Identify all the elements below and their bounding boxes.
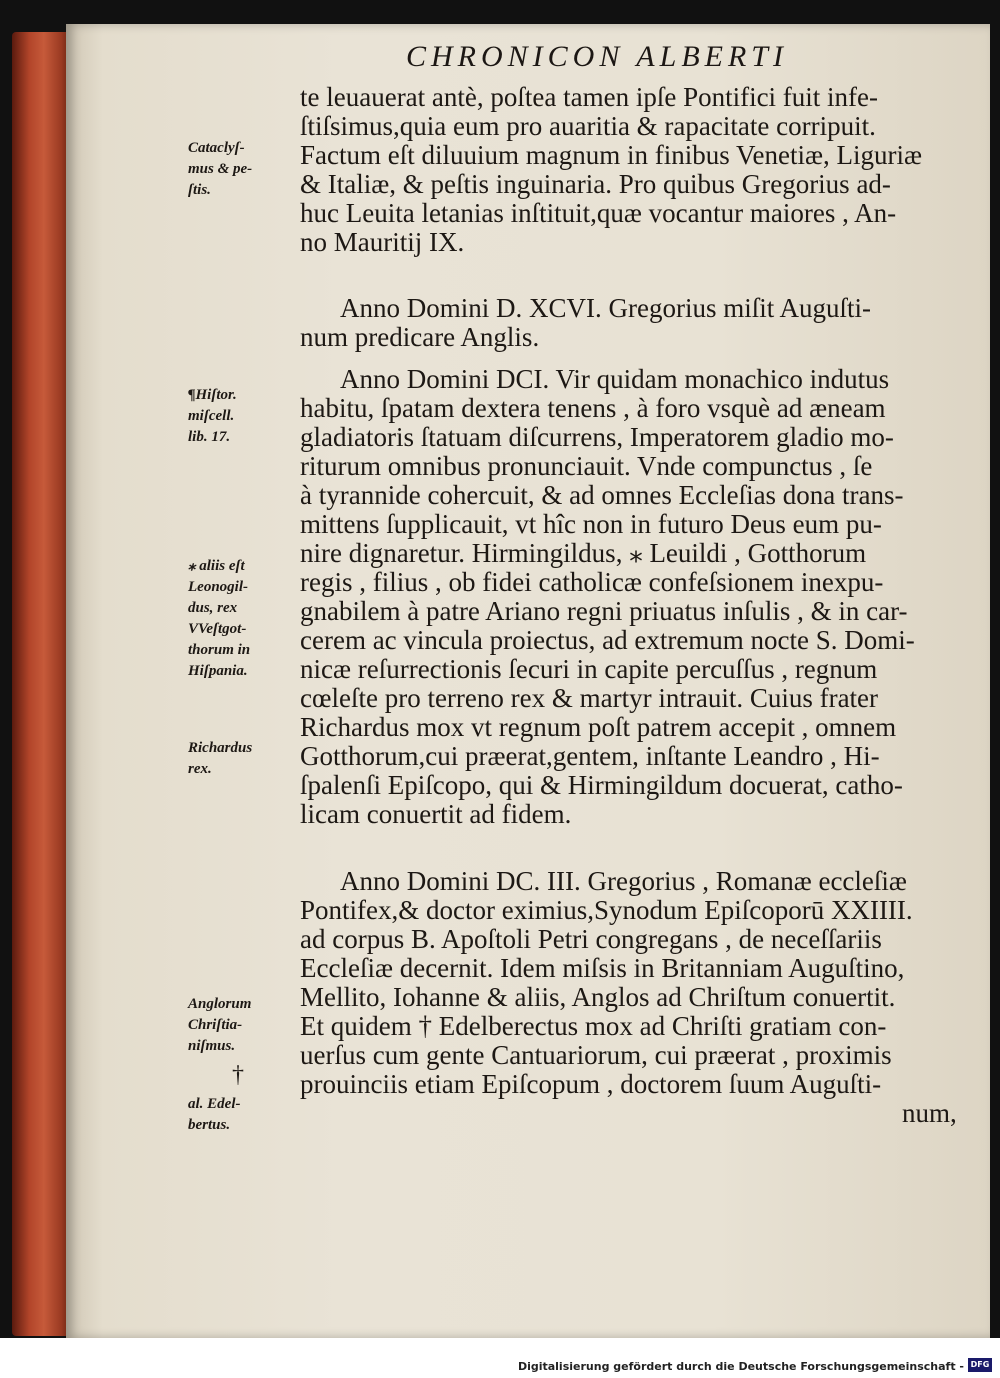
text-line: Anno Domini D. XCVI. Gregorius miſit Auguſti- [340, 293, 871, 323]
margin-note-line: Chriſtia- [188, 1017, 243, 1033]
margin-note-line: al. Edel- [188, 1096, 241, 1112]
text-line: ſpalenſi Epiſcopo, qui & Hirmingildum docuerat, catho- [300, 770, 903, 800]
text-line: riturum omnibus pronunciauit. Vnde compunctus , ſe [300, 451, 873, 481]
book-fore-edge [12, 32, 70, 1336]
running-head: CHRONICON ALBERTI [406, 40, 788, 73]
text-line: licam conuertit ad fidem. [300, 799, 572, 829]
margin-note-line: ⁎ aliis eſt [188, 558, 245, 574]
dfg-logo: DFG [968, 1358, 992, 1372]
margin-note-line: miſcell. [188, 408, 235, 424]
margin-note-line: Hiſpania. [188, 663, 248, 679]
text-line: num predicare Anglis. [300, 322, 540, 352]
margin-note [188, 385, 296, 448]
text-line: no Mauritij IX. [300, 227, 465, 257]
text-line: ſtiſsimus,quia eum pro auaritia & rapacitate corripuit. [300, 111, 876, 141]
text-line: Mellito, Iohanne & aliis, Anglos ad Chriſtum conuertit. [300, 982, 896, 1012]
text-line: Et quidem † Edelberectus mox ad Chriſti gratiam con- [300, 1011, 887, 1041]
text-line: regis , filius , ob fidei catholicæ confeſsionem inexpu- [300, 567, 884, 597]
text-line: gladiatoris ſtatuam diſcurrens, Imperatorem gladio mo- [300, 422, 894, 452]
margin-note-line: lib. 17. [188, 429, 231, 445]
text-line: & Italiæ, & peſtis inguinaria. Pro quibus Gregorius ad- [300, 169, 891, 199]
text-line: gnabilem à patre Ariano regni priuatus inſulis , & in car- [300, 596, 908, 626]
margin-note-line: Leonogil- [188, 579, 248, 595]
text-line: mittens ſupplicauit, vt hîc non in futuro Deus eum pu- [300, 509, 882, 539]
margin-note-line: ſtis. [188, 182, 211, 198]
margin-note-line: mus & pe- [188, 161, 253, 177]
margin-dagger-mark: † [232, 1062, 244, 1088]
margin-note-line: ¶Hiſtor. [188, 387, 237, 403]
text-line: Pontifex,& doctor eximius,Synodum Epiſcoporū XXIIII. [300, 895, 913, 925]
margin-note [188, 556, 296, 682]
text-line: prouinciis etiam Epiſcopum , doctorem ſuum Auguſti- [300, 1069, 882, 1099]
margin-note-line: rex. [188, 761, 212, 777]
margin-note-line: VVeſtgot- [188, 621, 247, 637]
text-line: cerem ac vincula proiectus, ad extremum nocte S. Domi- [300, 625, 915, 655]
margin-note-line: dus, rex [188, 600, 238, 616]
footer-strip [0, 1338, 1000, 1378]
margin-note [188, 138, 296, 201]
margin-note [188, 738, 296, 780]
text-line: habitu, ſpatam dextera tenens , à foro vsquè ad æneam [300, 393, 886, 423]
margin-note-line: niſmus. [188, 1038, 236, 1054]
margin-note [188, 1094, 296, 1136]
text-line: ad corpus B. Apoſtoli Petri congregans , de neceſſariis [300, 924, 882, 954]
funding-credit: Digitalisierung gefördert durch die Deutsche Forschungsgemeinschaft - [517, 1360, 964, 1373]
text-line: Gotthorum,cui præerat,gentem, inſtante Leandro , Hi- [300, 741, 880, 771]
text-line: nicæ reſurrectionis ſecuri in capite percuſſus , regnum [300, 654, 878, 684]
text-line: num, [902, 1098, 957, 1128]
text-line: Anno Domini DC. III. Gregorius , Romanæ eccleſiæ [340, 866, 907, 896]
text-line: Anno Domini DCI. Vir quidam monachico indutus [340, 364, 890, 394]
text-line: uerſus cum gente Cantuariorum, cui præerat , proximis [300, 1040, 892, 1070]
margin-note-line: Richardus [188, 740, 253, 756]
margin-note [188, 994, 296, 1057]
text-line: Eccleſiæ decernit. Idem miſsis in Britanniam Auguſtino, [300, 953, 905, 983]
text-line: cœleſte pro terreno rex & martyr intrauit. Cuius frater [300, 683, 879, 713]
text-line: te leuauerat antè, poſtea tamen ipſe Pontifici fuit infe- [300, 82, 879, 112]
margin-note-line: Anglorum [188, 996, 252, 1012]
text-line: huc Leuita letanias inſtituit,quæ vocantur maiores , An- [300, 198, 897, 228]
text-line: nire dignaretur. Hirmingildus, ⁎ Leuildi , Gotthorum [300, 538, 867, 568]
text-line: à tyrannide cohercuit, & ad omnes Eccleſias dona trans- [300, 480, 904, 510]
margin-note-line: thorum in [188, 642, 251, 658]
text-line: Richardus mox vt regnum poſt patrem accepit , omnem [300, 712, 897, 742]
margin-note-line: bertus. [188, 1117, 231, 1133]
margin-note-line: Cataclyſ- [188, 140, 245, 156]
text-line: Factum eſt diluuium magnum in finibus Venetiæ, Liguriæ [300, 140, 922, 170]
